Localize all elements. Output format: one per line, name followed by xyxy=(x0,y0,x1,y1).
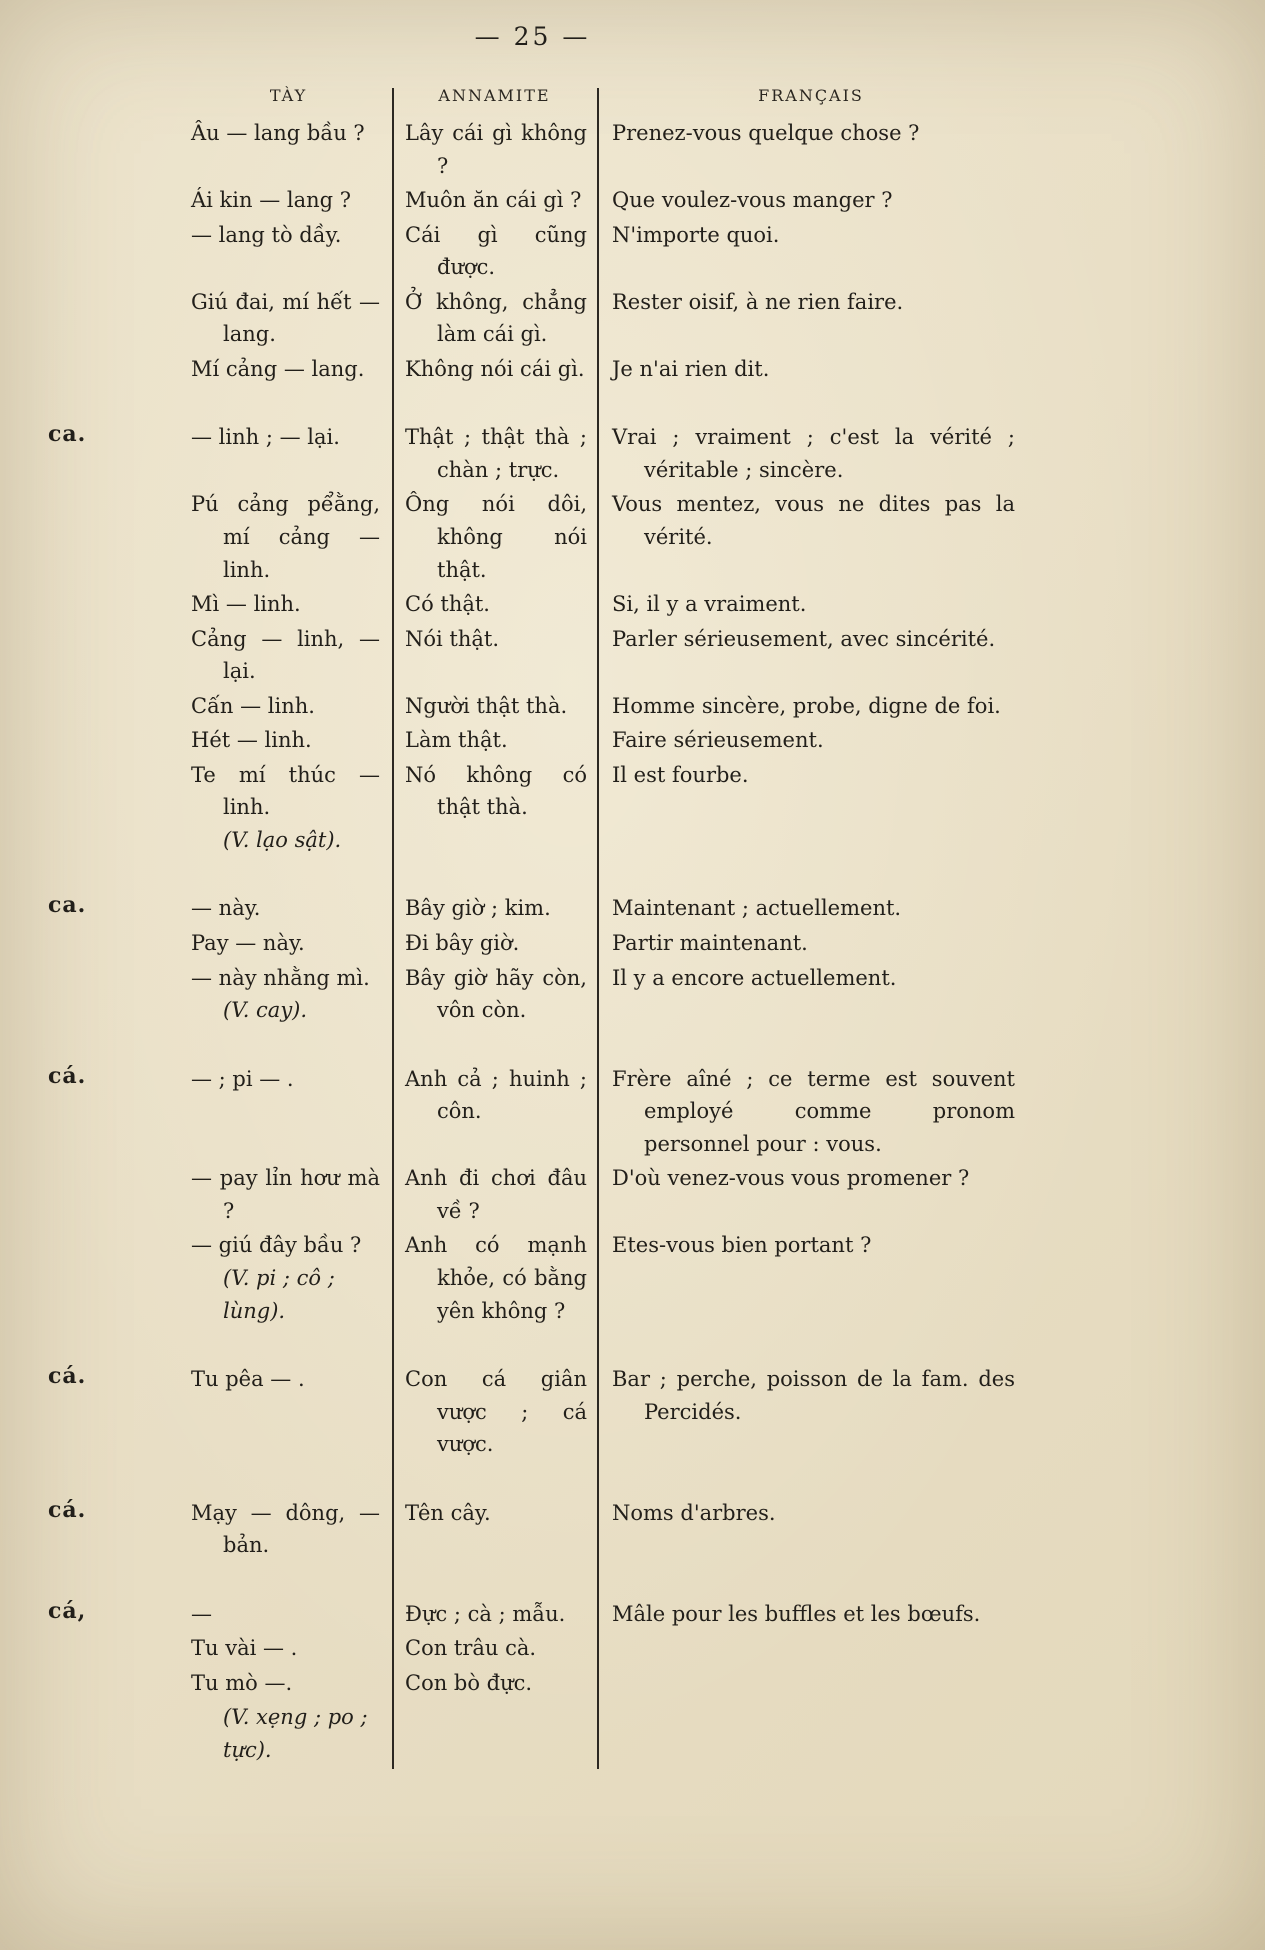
annamite-cell xyxy=(392,1632,597,1665)
annamite-cell xyxy=(392,421,597,486)
tay-cell-text: — pay lỉn hơư mà ? xyxy=(191,1166,380,1223)
annamite-cell xyxy=(392,759,597,824)
tay-cell-text: Tu vài — . xyxy=(191,1636,298,1661)
tay-cell xyxy=(185,927,392,960)
francais-cell xyxy=(597,892,1025,925)
cross-reference-note: (V. lạo sật). xyxy=(223,827,342,852)
page-number: — 25 — xyxy=(474,22,591,51)
annamite-cell-text: Nói thật. xyxy=(405,626,500,651)
entry-row xyxy=(40,1162,1025,1227)
annamite-cell xyxy=(392,1162,597,1227)
column-header-tay: TÀY xyxy=(269,86,308,105)
entry-row xyxy=(40,1701,1025,1766)
entry-row xyxy=(40,219,1025,284)
annamite-cell-text: Tên cây. xyxy=(405,1500,491,1525)
francais-cell xyxy=(597,962,1025,995)
tay-cell-text: Cảng — linh, — lại. xyxy=(191,626,380,684)
entry-row xyxy=(40,724,1025,757)
annamite-cell-text: Lây cái gì không ? xyxy=(405,121,587,178)
francais-cell xyxy=(597,588,1025,621)
tay-cell xyxy=(185,219,392,252)
entry-row xyxy=(40,117,1025,182)
francais-cell-text: Je n'ai rien dit. xyxy=(612,356,770,381)
francais-cell-text: Prenez-vous quelque chose ? xyxy=(612,121,920,145)
francais-cell-text: Faire sérieusement. xyxy=(612,728,824,753)
annamite-cell-text: Đực ; cà ; mẫu. xyxy=(405,1601,566,1626)
tay-cell-text: Cấn — linh. xyxy=(191,693,315,718)
francais-cell-text: Homme sincère, probe, digne de foi. xyxy=(612,693,1001,718)
tay-cell-text: Ái kin — lang ? xyxy=(191,188,352,213)
entry-row xyxy=(40,286,1025,351)
entry-group xyxy=(40,1363,1025,1461)
francais-cell xyxy=(597,759,1025,792)
annamite-cell-text: Bây giờ ; kim. xyxy=(405,896,551,921)
entry-row xyxy=(40,488,1025,586)
tay-cell xyxy=(185,117,392,150)
francais-cell-text: Rester oisif, à ne rien faire. xyxy=(612,289,904,314)
francais-cell-text: Il est fourbe. xyxy=(612,762,749,787)
entry-group xyxy=(40,117,1025,385)
tay-cell-text: Mì — linh. xyxy=(191,592,301,617)
annamite-cell xyxy=(392,117,597,182)
headword: cá. xyxy=(48,1363,87,1390)
annamite-cell-text: Cái gì cũng được. xyxy=(405,222,587,280)
francais-cell-text: Vous mentez, vous ne dites pas la vérité. xyxy=(612,492,1015,550)
francais-cell xyxy=(597,286,1025,319)
francais-cell-text: Etes-vous bien portant ? xyxy=(612,1233,872,1258)
annamite-cell-text: Anh có mạnh khỏe, có bằng yên không ? xyxy=(405,1233,587,1323)
francais-cell xyxy=(597,690,1025,723)
tay-cell-text: Te mí thúc — linh. xyxy=(191,762,380,820)
tay-cell xyxy=(185,1701,392,1766)
tay-cell xyxy=(185,421,392,454)
tay-cell-text: — này nhằng mì. xyxy=(191,965,370,990)
annamite-cell xyxy=(392,184,597,217)
annamite-cell xyxy=(392,488,597,586)
annamite-cell xyxy=(392,1497,597,1530)
francais-cell xyxy=(597,623,1025,656)
entry-row xyxy=(40,962,1025,1027)
annamite-cell xyxy=(392,892,597,925)
tay-cell xyxy=(185,759,392,857)
annamite-cell xyxy=(392,1229,597,1327)
tay-cell-text: Hét — linh. xyxy=(191,728,312,753)
annamite-cell-text: Ông nói dôi, không nói thật. xyxy=(405,492,587,582)
tay-cell xyxy=(185,184,392,217)
tay-cell xyxy=(185,690,392,723)
column-divider-1 xyxy=(392,88,394,1769)
francais-cell-text: N'importe quoi. xyxy=(612,222,780,247)
tay-cell xyxy=(185,892,392,925)
tay-cell-text: Tu mò —. xyxy=(191,1670,293,1695)
tay-cell xyxy=(185,1363,392,1396)
annamite-cell xyxy=(392,962,597,1027)
dictionary-table xyxy=(40,86,1025,1769)
tay-cell-text: Pay — này. xyxy=(191,931,305,956)
francais-cell-text: Vrai ; vraiment ; c'est la vérité ; véritable ; sincère. xyxy=(612,425,1015,482)
annamite-cell-text: Thật ; thật thà ; chàn ; trực. xyxy=(405,425,587,482)
entry-row xyxy=(40,892,1025,925)
tay-cell xyxy=(185,1063,392,1096)
tay-cell-text: Âu — lang bầu ? xyxy=(191,121,365,145)
entry-row xyxy=(40,1632,1025,1665)
francais-cell-text: Maintenant ; actuellement. xyxy=(612,896,902,921)
entry-groups xyxy=(40,117,1025,1767)
francais-cell-text: Bar ; perche, poisson de la fam. des Percidés. xyxy=(612,1367,1015,1424)
tay-cell xyxy=(185,724,392,757)
annamite-cell-text: Anh cả ; huinh ; côn. xyxy=(405,1066,587,1124)
entry-row xyxy=(40,690,1025,723)
headword: ca. xyxy=(48,421,87,448)
tay-cell-text: Pú cảng pểằng, mí cảng — linh. xyxy=(191,492,380,582)
column-divider-2 xyxy=(597,88,599,1769)
column-headers xyxy=(40,86,1025,105)
francais-cell xyxy=(597,1363,1025,1428)
francais-cell-text: Il y a encore actuellement. xyxy=(612,965,897,990)
annamite-cell-text: Anh đi chơi đâu về ? xyxy=(405,1166,587,1223)
headword: cá, xyxy=(48,1597,87,1624)
tay-cell-text: — lang tò dầy. xyxy=(191,222,342,247)
entry-row xyxy=(40,1229,1025,1327)
francais-cell xyxy=(597,1162,1025,1195)
entry-row xyxy=(40,1363,1025,1461)
cross-reference-note: (V. cay). xyxy=(223,998,308,1023)
tay-cell-text: — giú đây bầu ? xyxy=(191,1233,362,1258)
entry-group xyxy=(40,1598,1025,1767)
headword: cá. xyxy=(48,1062,87,1089)
entry-row xyxy=(40,353,1025,386)
tay-cell-text: — xyxy=(191,1601,212,1626)
tay-cell-text: Mí cảng — lang. xyxy=(191,356,365,381)
annamite-cell xyxy=(392,927,597,960)
francais-cell-text: Mâle pour les buffles et les bœufs. xyxy=(612,1601,981,1626)
column-header-annamite: ANNAMITE xyxy=(438,86,551,105)
francais-cell xyxy=(597,724,1025,757)
annamite-cell xyxy=(392,286,597,351)
tay-cell xyxy=(185,1667,392,1700)
annamite-cell-text: Làm thật. xyxy=(405,728,508,753)
tay-cell xyxy=(185,962,392,1027)
annamite-cell xyxy=(392,690,597,723)
francais-cell-text: Parler sérieusement, avec sincérité. xyxy=(612,626,996,651)
entry-row xyxy=(40,1598,1025,1631)
annamite-cell-text: Con cá giân vược ; cá vược. xyxy=(405,1367,587,1457)
annamite-cell-text: Bây giờ hãy còn, vôn còn. xyxy=(405,965,587,1023)
tay-cell xyxy=(185,1598,392,1631)
tay-cell-text: — linh ; — lại. xyxy=(191,425,340,450)
tay-cell-text: Mạy — dông, — bản. xyxy=(191,1500,380,1558)
cross-reference-note: (V. xẹng ; po ; tực). xyxy=(223,1705,368,1762)
annamite-cell-text: Con trâu cà. xyxy=(405,1636,537,1661)
francais-cell-text: Noms d'arbres. xyxy=(612,1500,776,1525)
tay-cell-text: — ; pi — . xyxy=(191,1066,294,1091)
tay-cell xyxy=(185,1162,392,1227)
entry-row xyxy=(40,184,1025,217)
tay-cell-text: Giú đai, mí hết — lang. xyxy=(191,289,380,347)
annamite-cell xyxy=(392,353,597,386)
entry-group xyxy=(40,1497,1025,1562)
francais-cell-text: Partir maintenant. xyxy=(612,931,808,956)
annamite-cell xyxy=(392,588,597,621)
tay-cell xyxy=(185,623,392,688)
entry-row xyxy=(40,421,1025,486)
entry-row xyxy=(40,623,1025,688)
annamite-cell-text: Đi bây giờ. xyxy=(405,931,520,956)
annamite-cell xyxy=(392,1598,597,1631)
column-header-francais: FRANÇAIS xyxy=(758,86,864,105)
tay-cell xyxy=(185,488,392,586)
cross-reference-note: (V. pi ; cô ; lùng). xyxy=(223,1265,335,1323)
annamite-cell-text: Nó không có thật thà. xyxy=(405,762,587,820)
entry-row xyxy=(40,1063,1025,1161)
tay-cell xyxy=(185,588,392,621)
tay-cell-text: — này. xyxy=(191,896,261,921)
francais-cell xyxy=(597,1063,1025,1161)
entry-row xyxy=(40,1667,1025,1700)
francais-cell xyxy=(597,421,1025,486)
francais-cell-text: Que voulez-vous manger ? xyxy=(612,188,893,213)
entry-row xyxy=(40,759,1025,857)
tay-cell xyxy=(185,1497,392,1562)
tay-cell xyxy=(185,1632,392,1665)
tay-cell xyxy=(185,353,392,386)
headword: cá. xyxy=(48,1496,87,1523)
francais-cell xyxy=(597,1598,1025,1631)
tay-cell-text: Tu pêa — . xyxy=(191,1367,305,1392)
francais-cell xyxy=(597,184,1025,217)
annamite-cell-text: Muôn ăn cái gì ? xyxy=(405,188,582,213)
annamite-cell xyxy=(392,1667,597,1700)
tay-cell xyxy=(185,1229,392,1327)
headword: ca. xyxy=(48,892,87,919)
francais-cell-text: Frère aîné ; ce terme est souvent employé comme pronom personnel pour : vous. xyxy=(612,1066,1015,1156)
entry-group xyxy=(40,1063,1025,1327)
annamite-cell xyxy=(392,1363,597,1461)
entry-row xyxy=(40,588,1025,621)
francais-cell xyxy=(597,1229,1025,1262)
entry-row xyxy=(40,1497,1025,1562)
francais-cell-text: Si, il y a vraiment. xyxy=(612,592,807,617)
entry-row xyxy=(40,927,1025,960)
francais-cell xyxy=(597,219,1025,252)
headword-column-spacer xyxy=(40,86,185,105)
francais-cell xyxy=(597,1497,1025,1530)
annamite-cell xyxy=(392,1063,597,1128)
annamite-cell xyxy=(392,623,597,656)
annamite-cell-text: Người thật thà. xyxy=(405,693,568,718)
francais-cell-text: D'où venez-vous vous promener ? xyxy=(612,1166,970,1191)
entry-group xyxy=(40,892,1025,1026)
annamite-cell-text: Con bò đực. xyxy=(405,1670,533,1695)
annamite-cell-text: Ở không, chẳng làm cái gì. xyxy=(405,289,587,347)
francais-cell xyxy=(597,353,1025,386)
francais-cell xyxy=(597,488,1025,553)
annamite-cell-text: Có thật. xyxy=(405,592,490,617)
entry-group xyxy=(40,421,1025,856)
tay-cell xyxy=(185,286,392,351)
francais-cell xyxy=(597,927,1025,960)
annamite-cell-text: Không nói cái gì. xyxy=(405,356,585,381)
annamite-cell xyxy=(392,219,597,284)
annamite-cell xyxy=(392,724,597,757)
francais-cell xyxy=(597,117,1025,150)
